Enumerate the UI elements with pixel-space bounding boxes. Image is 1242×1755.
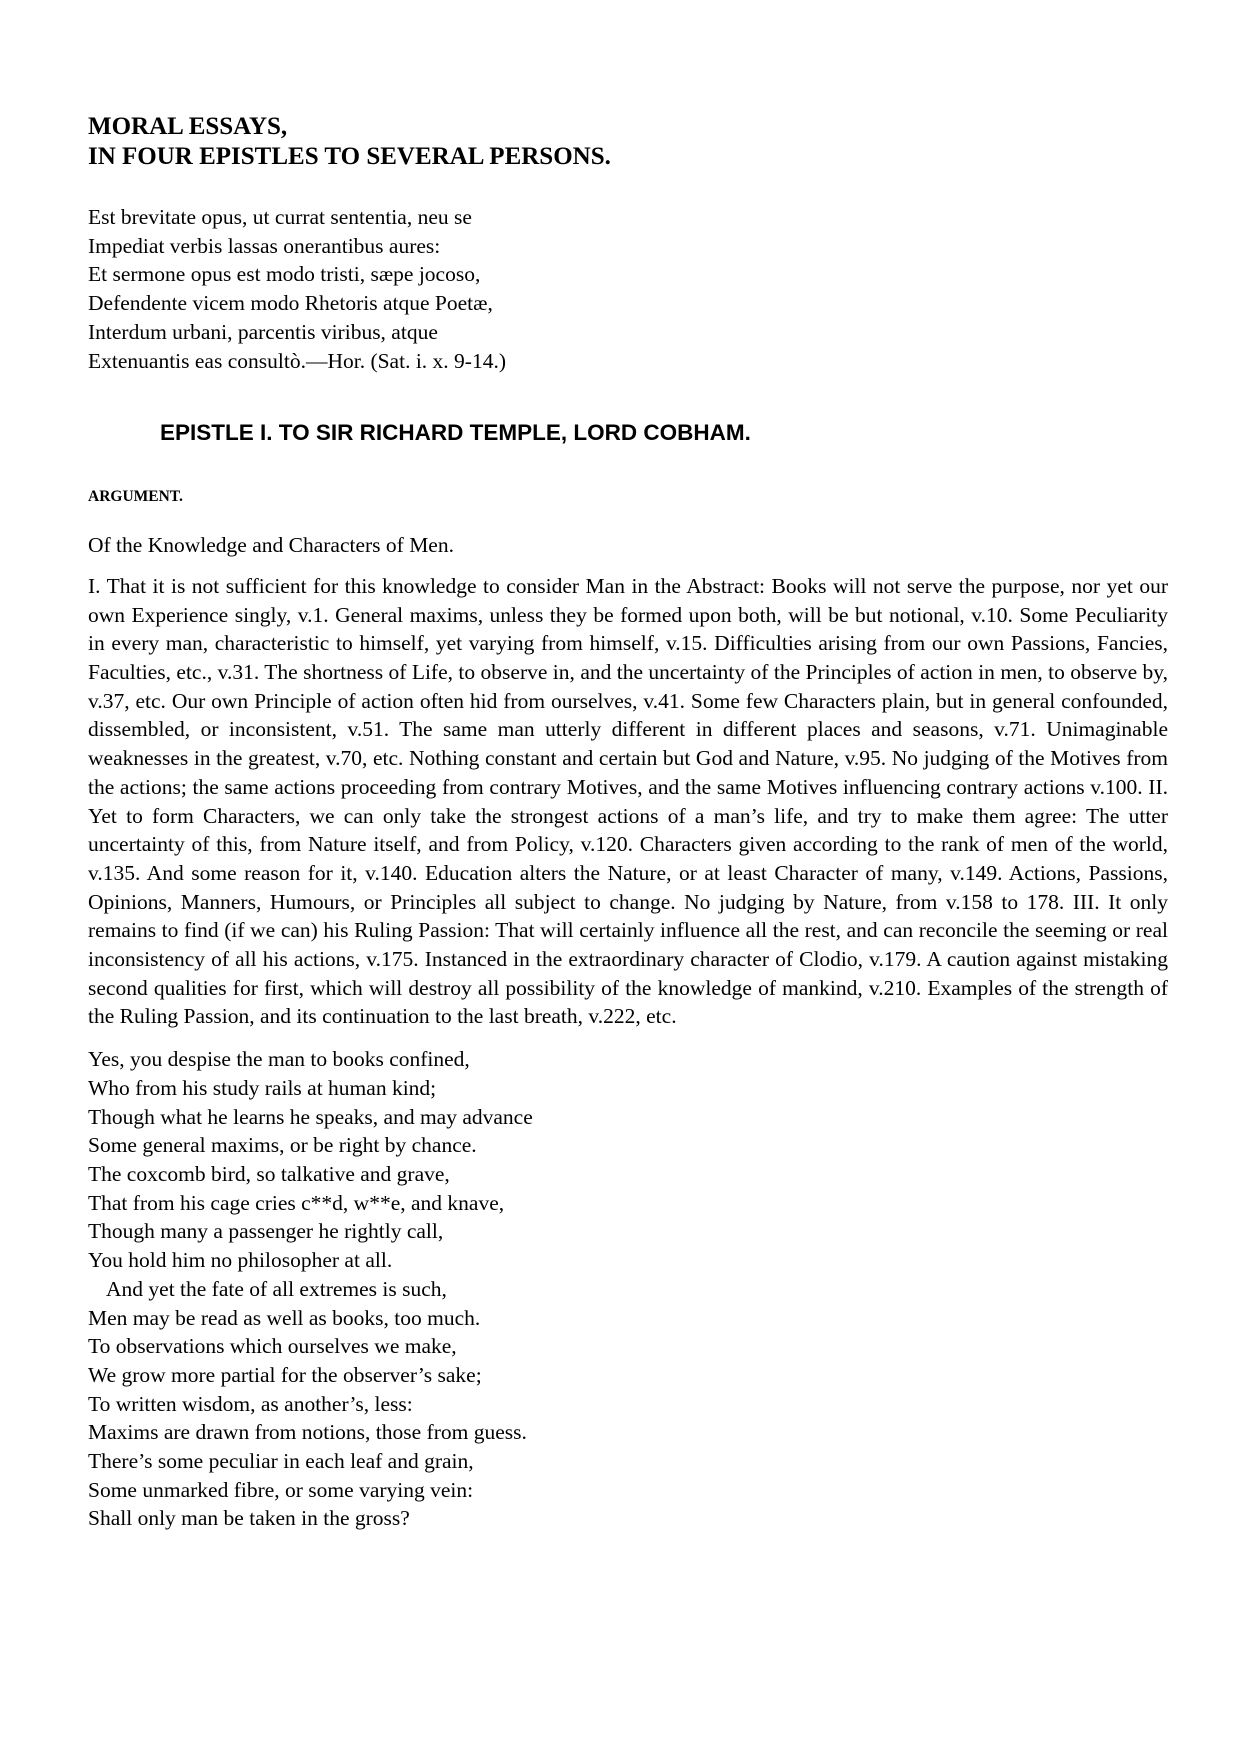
poem-line: We grow more partial for the observer’s sake; <box>88 1362 482 1387</box>
poem-line: Men may be read as well as books, too much. <box>88 1305 481 1330</box>
poem-line: Shall only man be taken in the gross? <box>88 1506 410 1531</box>
poem-line: Some unmarked fibre, or some varying vein: <box>88 1477 474 1502</box>
argument-text: I. That it is not sufficient for this knowledge to consider Man in the Abstract: Books will not serve the purpose, nor yet our own Experience singly, v.1. General maxims, unless they be formed upon both, will be but notional, v.10. Some Peculiarity in every man, characteristic to himself, yet varying from himself, v.15. Difficulties arising from our own Passions, Fancies, Faculties, etc., v.31. The shortness of Life, to observe in, and the uncertainty of the Principles of action in men, to observe by, v.37, etc. Our own Principle of action often hid from ourselves, v.41. Some few Characters plain, but in general confounded, dissembled, or inconsistent, v.51. The same man utterly different in different places and seasons, v.71. Unimaginable weaknesses in the greatest, v.70, etc. Nothing constant and certain but God and Nature, v.95. No judging of the Motives from the actions; the same actions proceeding from contrary Motives, and the same Motives influencing contrary actions v.100. II. Yet to form Characters, we can only take the strongest actions of a man’s life, and try to make them agree: The utter uncertainty of this, from Nature itself, and from Policy, v.120. Characters given according to the rank of men of the world, v.135. And some reason for it, v.140. Education alters the Nature, or at least Character of many, v.149. Actions, Passions, Opinions, Manners, Humours, or Principles all subject to change. No judging by Nature, from v.158 to 178. III. It only remains to find (if we can) his Ruling Passion: That will certainly influence all the rest, and can reconcile the seeming or real inconsistency of all his actions, v.175. Instanced in the extraordinary character of Clodio, v.179. A caution against mistaking second qualities for first, which will destroy all possibility of the knowledge of mankind, v.210. Examples of the strength of the Ruling Passion, and its continuation to the last breath, v.222, etc. <box>88 573 1168 1029</box>
argument-label: ARGUMENT. <box>88 488 183 506</box>
poem-text <box>88 1045 1168 1533</box>
page-title <box>88 112 1168 172</box>
motto-line: Et sermone opus est modo tristi, sæpe jocoso, <box>88 262 481 287</box>
poem-line: To observations which ourselves we make, <box>88 1334 457 1359</box>
poem-line: To written wisdom, as another’s, less: <box>88 1391 413 1416</box>
motto-line: Defendente vicem modo Rhetoris atque Poetæ, <box>88 291 493 316</box>
poem-line: Who from his study rails at human kind; <box>88 1075 437 1100</box>
document-page <box>88 112 1168 1533</box>
poem-line: Yes, you despise the man to books confined, <box>88 1047 470 1072</box>
epistle-heading: EPISTLE I. TO SIR RICHARD TEMPLE, LORD COBHAM. <box>160 420 751 446</box>
motto-line: Impediat verbis lassas onerantibus aures: <box>88 233 441 258</box>
poem-line: The coxcomb bird, so talkative and grave, <box>88 1161 450 1186</box>
poem-line: Some general maxims, or be right by chance. <box>88 1133 477 1158</box>
poem-line: Maxims are drawn from notions, those from guess. <box>88 1420 527 1445</box>
poem-line: You hold him no philosopher at all. <box>88 1248 393 1273</box>
title-line-1: MORAL ESSAYS, <box>88 113 288 140</box>
poem-line: Though many a passenger he rightly call, <box>88 1219 444 1244</box>
argument-subject: Of the Knowledge and Characters of Men. <box>88 533 454 558</box>
title-line-2: IN FOUR EPISTLES TO SEVERAL PERSONS. <box>88 143 611 170</box>
poem-line: That from his cage cries c**d, w**e, and knave, <box>88 1190 505 1215</box>
poem-line: There’s some peculiar in each leaf and grain, <box>88 1449 474 1474</box>
motto-line: Interdum urbani, parcentis viribus, atque <box>88 319 438 344</box>
poem-line: Though what he learns he speaks, and may advance <box>88 1104 533 1129</box>
motto-line: Est brevitate opus, ut currat sententia, neu se <box>88 205 472 229</box>
motto-line: Extenuantis eas consultò.—Hor. (Sat. i. x. 9-14.) <box>88 348 506 373</box>
latin-motto <box>88 203 1168 375</box>
poem-line: And yet the fate of all extremes is such, <box>106 1276 447 1301</box>
